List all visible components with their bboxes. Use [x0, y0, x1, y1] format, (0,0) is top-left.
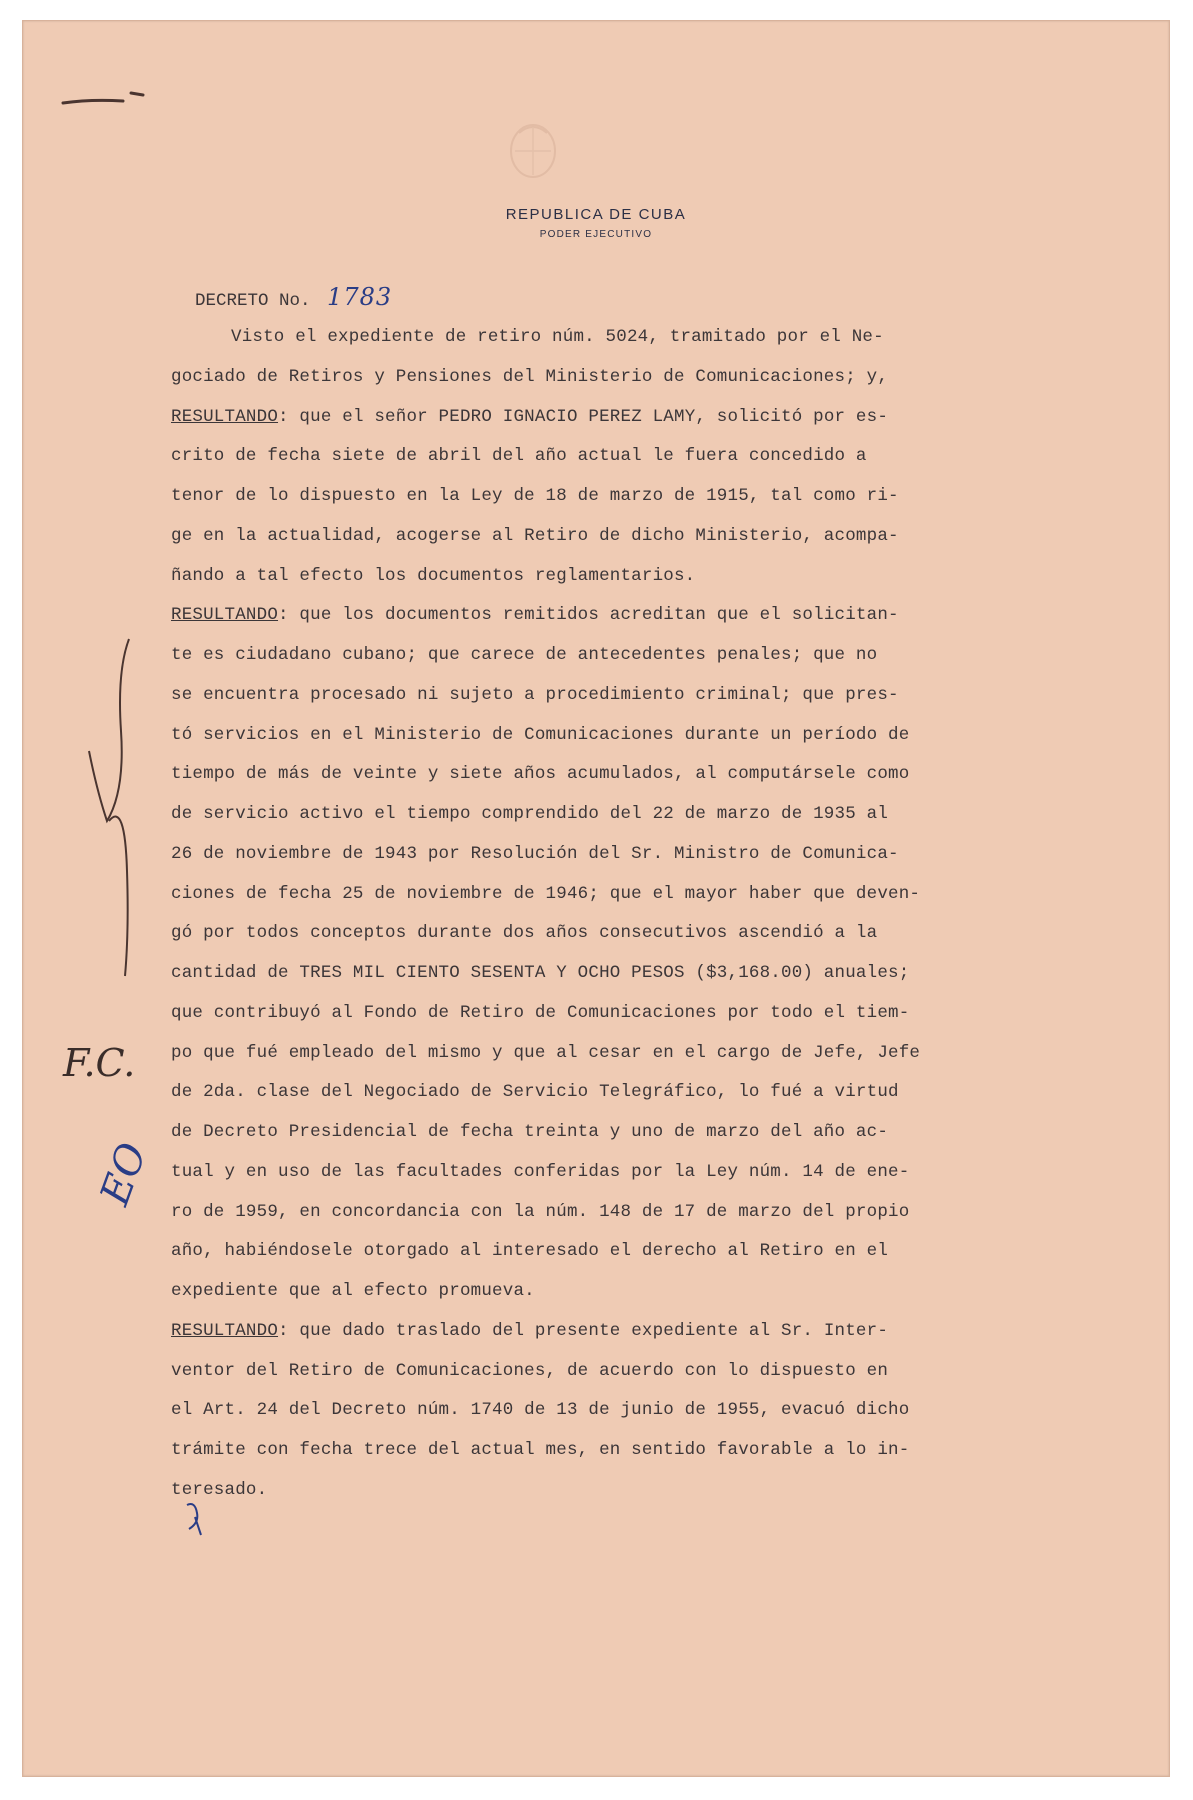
text-line	[171, 1480, 267, 1500]
text-line	[171, 1400, 909, 1420]
line-text: tenor de lo dispuesto en la Ley de 18 de marzo de 1915, tal como ri-	[171, 486, 899, 506]
text-line	[171, 566, 695, 586]
text-line	[231, 327, 884, 347]
text-line	[171, 1202, 909, 1222]
line-text: teresado.	[171, 1479, 268, 1500]
line-text: : que dado traslado del presente expediente al Sr. Inter-	[278, 1320, 889, 1341]
line-text: expediente que al efecto promueva.	[171, 1281, 535, 1301]
text-line	[171, 1003, 909, 1023]
document-page	[22, 20, 1170, 1777]
decree-label: DECRETO No.	[195, 291, 311, 311]
letterhead-subtitle: PODER EJECUTIVO	[539, 229, 653, 240]
line-text: ro de 1959, en concordancia con la núm. 148 de 17 de marzo del propio	[171, 1201, 910, 1222]
line-text: ge en la actualidad, acogerse al Retiro de dicho Ministerio, acompa-	[171, 525, 899, 546]
text-line	[171, 605, 899, 625]
text-line	[171, 804, 888, 824]
bottom-blue-mark	[179, 1499, 209, 1539]
text-line	[171, 446, 867, 466]
margin-bracket-mark	[63, 631, 153, 981]
text-line	[171, 1162, 909, 1182]
line-text: trámite con fecha trece del actual mes, en sentido favorable a lo in-	[171, 1440, 910, 1460]
text-line	[171, 407, 888, 427]
text-line	[171, 1043, 920, 1063]
line-text: que contribuyó al Fondo de Retiro de Comunicaciones por todo el tiem-	[171, 1002, 910, 1023]
decree-heading	[195, 283, 392, 311]
text-line	[171, 1440, 909, 1460]
line-text: año, habiéndosele otorgado al interesado el derecho al Retiro en el	[171, 1241, 889, 1262]
text-line	[171, 526, 899, 546]
margin-blue-mark: EO	[91, 1137, 157, 1211]
line-text: te es ciudadano cubano; que carece de antecedentes penales; que no	[171, 645, 878, 665]
line-text: tó servicios en el Ministerio de Comunicaciones durante un período de	[171, 724, 910, 745]
text-line	[171, 367, 888, 387]
line-text: tiempo de más de veinte y siete años acumulados, al computársele como	[171, 764, 910, 785]
text-line	[171, 685, 899, 705]
text-line	[171, 1281, 535, 1301]
line-text: po que fué empleado del mismo y que al cesar en el cargo de Jefe, Jefe	[171, 1042, 921, 1063]
letterhead-title: REPUBLICA DE CUBA	[505, 206, 687, 223]
margin-initials: F.C.	[63, 1041, 136, 1085]
line-text: se encuentra procesado ni sujeto a procedimiento criminal; que pres-	[171, 684, 899, 705]
resultando-heading: RESULTANDO	[171, 406, 279, 427]
line-text: Visto el expediente de retiro núm. 5024, tramitado por el Ne-	[231, 327, 884, 347]
line-text: crito de fecha siete de abril del año actual le fuera concedido a	[171, 446, 867, 467]
text-line	[171, 764, 909, 784]
line-text: de Decreto Presidencial de fecha treinta y uno de marzo del año ac-	[171, 1122, 889, 1142]
line-text: cantidad de TRES MIL CIENTO SESENTA Y OCHO PESOS ($3,168.00) anuales;	[171, 963, 910, 983]
coat-of-arms-emboss	[493, 113, 573, 183]
line-text: de 2da. clase del Negociado de Servicio Telegráfico, lo fué a virtud	[171, 1082, 899, 1103]
line-text: tual y en uso de las facultades conferidas por la Ley núm. 14 de ene-	[171, 1161, 910, 1182]
text-line	[171, 844, 899, 864]
line-text: 26 de noviembre de 1943 por Resolución del Sr. Ministro de Comunica-	[171, 843, 899, 864]
resultando-heading: RESULTANDO	[171, 605, 279, 626]
text-line	[171, 1241, 888, 1261]
text-line	[171, 486, 899, 506]
text-line	[171, 1122, 888, 1142]
line-text: gociado de Retiros y Pensiones del Ministerio de Comunicaciones; y,	[171, 366, 889, 387]
text-line	[171, 1321, 888, 1341]
line-text: ventor del Retiro de Comunicaciones, de acuerdo con lo dispuesto en	[171, 1360, 889, 1381]
text-line	[171, 923, 877, 943]
text-line	[171, 963, 909, 983]
text-line	[171, 1361, 888, 1381]
line-text: ciones de fecha 25 de noviembre de 1946; que el mayor haber que deven-	[171, 883, 921, 904]
resultando-heading: RESULTANDO	[171, 1320, 279, 1341]
text-line	[171, 1082, 899, 1102]
line-text: gó por todos conceptos durante dos años consecutivos ascendió a la	[171, 923, 878, 944]
pencil-stroke-mark	[61, 83, 151, 113]
decree-number: 1783	[327, 283, 393, 311]
line-text: el Art. 24 del Decreto núm. 1740 de 13 de junio de 1955, evacuó dicho	[171, 1400, 910, 1421]
text-line	[171, 725, 909, 745]
line-text: : que el señor PEDRO IGNACIO PEREZ LAMY, solicitó por es-	[278, 406, 889, 427]
letterhead	[23, 206, 1169, 240]
line-text: ñando a tal efecto los documentos reglamentarios.	[171, 565, 696, 586]
line-text: : que los documentos remitidos acreditan que el solicitan-	[278, 605, 899, 626]
line-text: de servicio activo el tiempo comprendido del 22 de marzo de 1935 al	[171, 804, 889, 824]
text-line	[171, 884, 920, 904]
text-line	[171, 645, 877, 665]
